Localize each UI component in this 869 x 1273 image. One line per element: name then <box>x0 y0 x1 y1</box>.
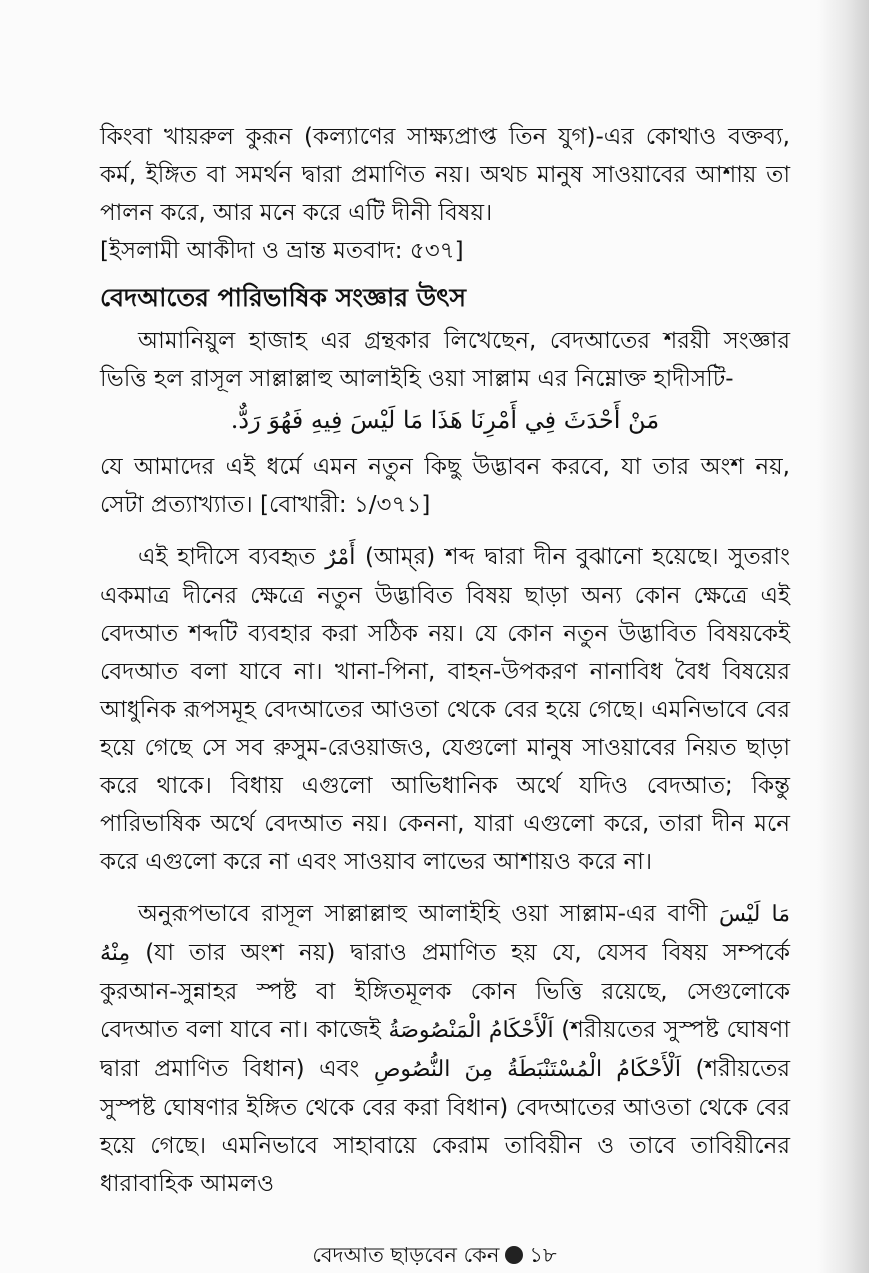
p5-text-end: (শরীয়তের সুস্পষ্ট ঘোষণার ইঙ্গিত থেকে বের করা বিধান) বেদআতের আওতা থেকে বের হয়ে গেছে। এমনিভাবে সাহাবায়ে কেরাম তাবিয়ীন ও তাবে তাবিয়ীনের ধারাবাহিক আমলও <box>100 1056 790 1197</box>
p5-arabic-phrase-1: مَا لَيْسَ مِنْهُ <box>100 902 790 966</box>
p5-text-mid-2: (শরীয়তের সুস্পষ্ট ঘোষণা দ্বারা প্রমাণিত বিধান) এবং <box>100 1017 790 1082</box>
p5-arabic-phrase-2: اَلْأَحْكَامُ الْمَنْصُوصَةُ <box>388 1018 554 1043</box>
paragraph-3-translation: যে আমাদের এই ধর্মে এমন নতুন কিছু উদ্ভাবন করবে, যা তার অংশ নয়, সেটা প্রত্যাখ্যাত। [বোখারী: ১/৩৭১] <box>100 454 790 518</box>
p4-text-end: (আম্‌র) শব্দ দ্বারা দীন বুঝানো হয়েছে। সুতরাং একমাত্র দীনের ক্ষেত্রে নতুন উদ্ভাবিত বিষয় ছাড়া অন্য কোন ক্ষেত্রে এই বেদআত শব্দটি ব্যবহার করা সঠিক নয়। যে কোন নতুন উদ্ভাবিত বিষয়কেই বেদআত বলা যাবে না। খানা-পিনা, বাহন-উপকরণ নানাবিধ বৈধ বিষয়ের আধুনিক রূপসমূহ বেদআতের আওতা থেকে বের হয়ে গেছে। এমনিভাবে বের হয়ে গেছে সে সব রুসুম-রেওয়াজও, যেগুলো মানুষ সাওয়াবের নিয়ত ছাড়া করে থাকে। বিধায় এগুলো আভিধানিক অর্থে যদিও বেদআত; কিন্তু পারিভাষিক অর্থে বেদআত নয়। কেননা, যারা এগুলো করে, তারা দীন মনে করে এগুলো করে না এবং সাওয়াব লাভের আশায়ও করে না। <box>100 544 790 875</box>
page-footer <box>0 1242 869 1268</box>
p5-arabic-phrase-3: اَلْأَحْكَامُ الْمُسْتَنْبَطَةُ مِنَ النُّصُوصِ <box>373 1057 681 1082</box>
paragraph-1: কিংবা খায়রুল কুরূন (কল্যাণের সাক্ষ্যপ্রাপ্ত তিন যুগ)-এর কোথাও বক্তব্য, কর্ম, ইঙ্গিত বা সমর্থন দ্বারা প্রমাণিত নয়। অথচ মানুষ সাওয়াবের আশায় তা পালন করে, আর মনে করে এটি দীনী বিষয়। <box>100 124 790 226</box>
p4-text-start: এই হাদীসে ব্যবহৃত <box>138 544 326 570</box>
paragraph-4 <box>100 538 790 881</box>
hadith-arabic-text: مَنْ أَحْدَثَ فِي أَمْرِنَا هَذَا مَا لَيْسَ فِيهِ فَهُوَ رَدٌّ. <box>230 406 660 434</box>
p5-text-start: অনুরূপভাবে রাসূল সাল্লাল্লাহু আলাইহি ওয়া সাল্লাম-এর বাণী <box>138 901 719 927</box>
book-title: বেদআত ছাড়বেন কেন <box>312 1243 500 1267</box>
p4-arabic-word: أَمْرٌ <box>325 545 356 570</box>
page-edge-shadow <box>817 0 869 1273</box>
page-number: ১৮ <box>529 1243 557 1267</box>
section-heading: বেদআতের পারিভাষিক সংজ্ঞার উৎস <box>100 283 467 312</box>
paragraph-2: আমানিয়ুল হাজাহ এর গ্রন্থকার লিখেছেন, বেদআতের শরয়ী সংজ্ঞার ভিত্তি হল রাসূল সাল্লাল্লাহু আলাইহি ওয়া সাল্লাম এর নিম্নোক্ত হাদীসটি- <box>100 328 790 392</box>
paragraph-5 <box>100 895 790 1203</box>
p5-text-mid-1: (যা তার অংশ নয়) দ্বারাও প্রমাণিত হয় যে, যেসব বিষয় সম্পর্কে কুরআন-সুন্নাহর স্পষ্ট বা ইঙ্গিতমূলক কোন ভিত্তি রয়েছে, সেগুলোকে বেদআত বলা যাবে না। কাজেই <box>100 940 790 1043</box>
footer-bullet-icon <box>505 1246 523 1264</box>
reference-citation: [ইসলামী আকীদা ও ভ্রান্ত মতবাদ: ৫৩৭] <box>100 238 464 264</box>
page-body <box>100 118 790 1203</box>
